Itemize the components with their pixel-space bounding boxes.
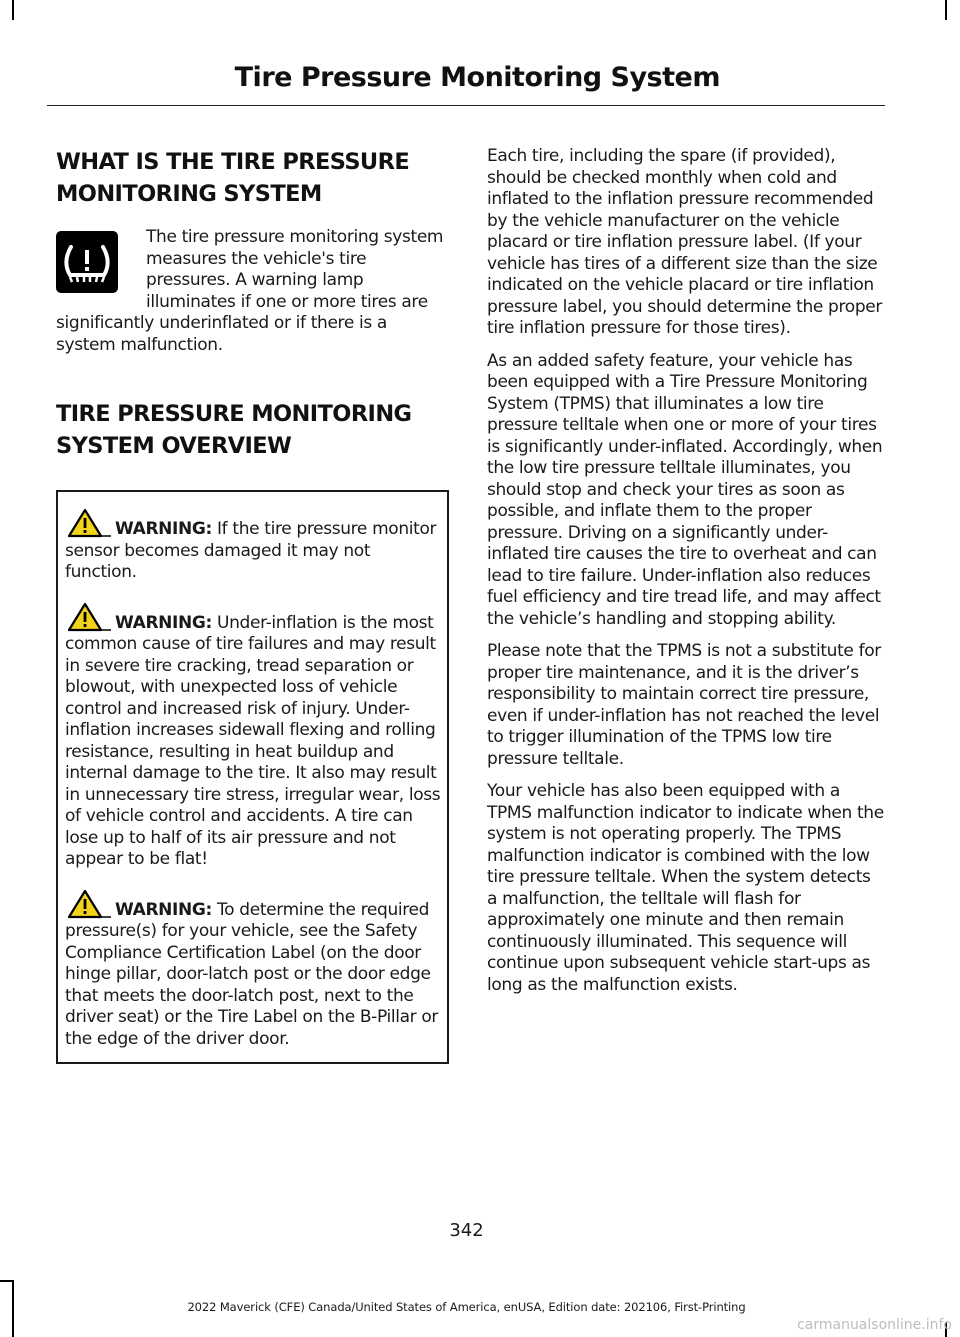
right-column (487, 146, 885, 1007)
watermark: carmanualsonline.info (797, 1317, 952, 1333)
warnings-box (56, 490, 449, 1064)
page-header-title: Tire Pressure Monitoring System (234, 62, 720, 93)
body-paragraph: Each tire, including the spare (if provided), should be checked monthly when cold and inflated to the inflation pressure recommended by the vehicle manufacturer on the vehicle placard or tire inflation pressure label. (If your vehicle has tires of a different size than the size indicated on the vehicle placard or tire inflation pressure label, you should determine the proper tire inflation pressure for those tires). (487, 146, 883, 338)
tire-pressure-icon-holder (56, 227, 136, 293)
section-heading-what-is-tpms (56, 146, 449, 210)
page-number: 342 (449, 1220, 484, 1241)
heading-line: MONITORING SYSTEM (56, 181, 322, 207)
warning-text: To determine the required pressure(s) for your vehicle, see the Safety Compliance Certification Label (on the door hinge pillar, door-latch post or the door edge that meets the door-latch post, next to the driver seat) or the Tire Label on the B-Pillar or the edge of the driver door. (65, 899, 439, 1049)
heading-line: SYSTEM OVERVIEW (56, 433, 292, 459)
warning-label: WARNING: (115, 612, 212, 633)
warning-paragraph (65, 508, 441, 584)
body-paragraph: Please note that the TPMS is not a substitute for proper tire maintenance, and it is the driver’s responsibility to maintain correct tire pressure, even if under-inflation has not reached the level to trigger illumination of the TPMS low tire pressure telltale. (487, 641, 881, 769)
warning-text: Under-inflation is the most common cause of tire failures and may result in severe tire cracking, tread separation or blowout, with unexpected loss of vehicle control and increased risk of injury. Under-inflation increases sidewall flexing and rolling resistance, resulting in heat buildup and internal damage to the tire. It also may result in unnecessary tire stress, irregular wear, loss of vehicle control and accidents. A tire can lose up to half of its air pressure and not appear to be flat! (65, 612, 441, 869)
edition-footer: 2022 Maverick (CFE) Canada/United States of America, enUSA, Edition date: 202106, First-Printing (187, 1300, 746, 1314)
warning-text: If the tire pressure monitor sensor becomes damaged it may not function. (65, 519, 437, 582)
warning-triangle-icon (65, 889, 111, 919)
tire-pressure-warning-icon (56, 231, 118, 293)
warning-label: WARNING: (115, 899, 212, 920)
body-paragraph: Your vehicle has also been equipped with a TPMS malfunction indicator to indicate when the system is not operating properly. The TPMS malfunction indicator is combined with the low tire pressure telltale. When the system detects a malfunction, the telltale will flash for approximately one minute and then remain continuously illuminated. This sequence will continue upon subsequent vehicle start-ups as long as the malfunction exists. (487, 781, 884, 995)
warning-label: WARNING: (115, 519, 212, 539)
intro-paragraph: The tire pressure monitoring system measures the vehicle's tire pressures. A warning lamp illuminates if one or more tires are significantly underinflated or if there is a system malfunction. (56, 227, 444, 355)
crop-mark-top-right (945, 0, 947, 20)
heading-line: WHAT IS THE TIRE PRESSURE (56, 149, 410, 175)
body-paragraph: As an added safety feature, your vehicle has been equipped with a Tire Pressure Monitoring System (TPMS) that illuminates a low tire pressure telltale when one or more of your tires is significantly under-inflated. Accordingly, when the low tire pressure telltale illuminates, you should stop and check your tires as soon as possible, and inflate them to the proper pressure. Driving on a significantly under-inflated tire causes the tire to overheat and can lead to tire failure. Under-inflation also reduces fuel efficiency and tire tread life, and may affect the vehicle’s handling and stopping ability. (487, 350, 883, 629)
intro-block (56, 227, 449, 356)
crop-mark-top-left (12, 0, 14, 20)
warning-triangle-icon (65, 602, 111, 632)
crop-mark-bottom-left-h (0, 1280, 14, 1282)
warning-triangle-icon (65, 508, 111, 538)
warning-paragraph (65, 602, 441, 871)
warning-item (65, 508, 441, 584)
warning-item (65, 889, 441, 1051)
warning-item (65, 602, 441, 871)
heading-line: TIRE PRESSURE MONITORING (56, 401, 412, 427)
warning-paragraph (65, 889, 441, 1051)
left-column (56, 146, 449, 1064)
header-rule (47, 105, 885, 106)
section-heading-tpms-overview (56, 398, 449, 462)
